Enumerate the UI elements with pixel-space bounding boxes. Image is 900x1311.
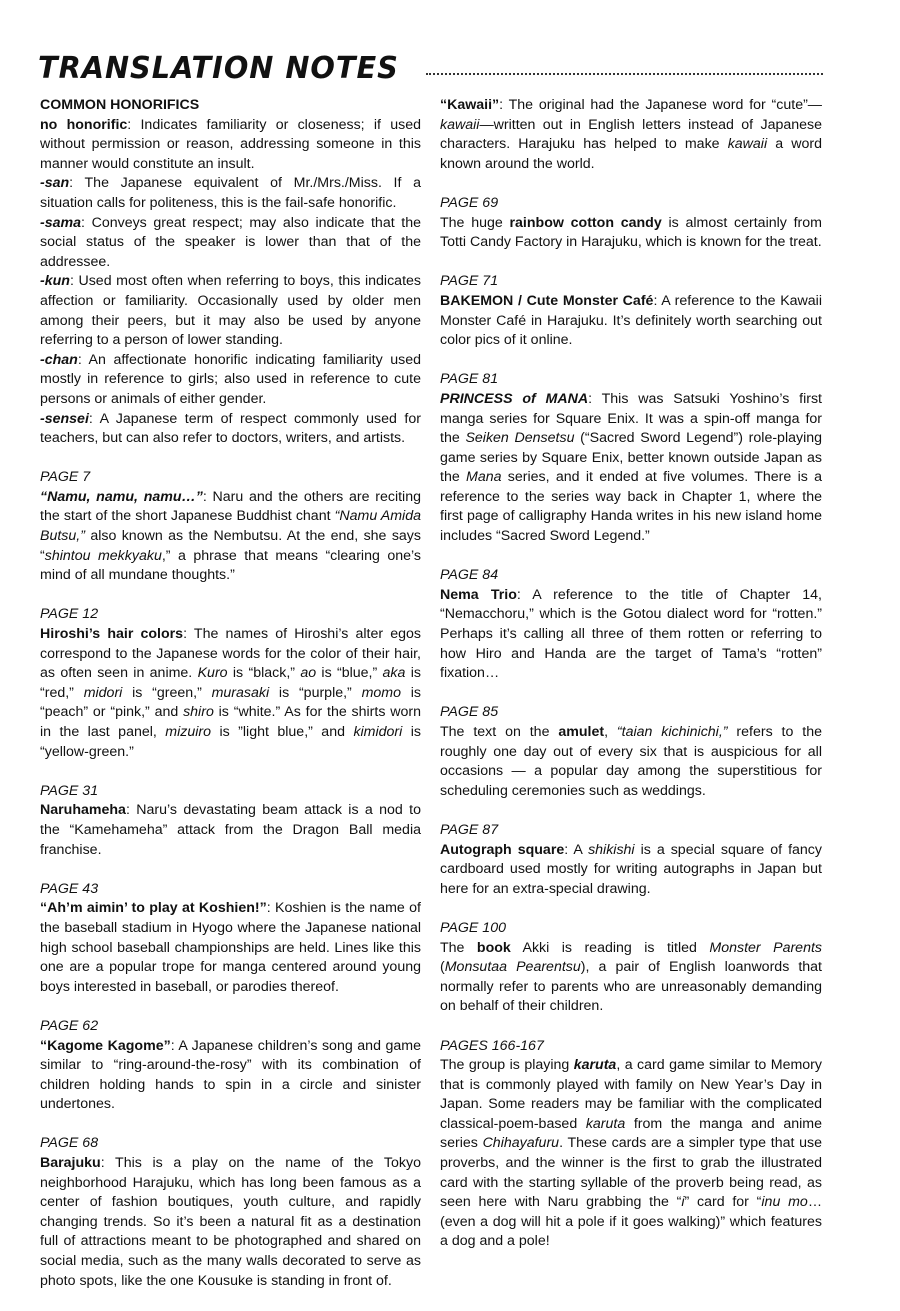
note-term: book [476,939,511,956]
note-body [440,723,822,801]
honorific-entry [40,410,421,449]
note-text: . These cards are a simpler type that use proverbs, and the winner is the first to grab the illustrated card with the starting syllable of the proverb being read, as seen here with Naru grabbing the “ [440,1135,822,1211]
note-body [440,390,822,547]
note-term: “Namu, namu, namu…” [40,488,203,505]
note-italic: inu mo [761,1194,808,1211]
page-reference: PAGE 62 [40,1017,99,1034]
note-page-87 [440,821,822,899]
note-text: is “green,” [122,684,212,701]
note-italic: kimidori [353,724,403,740]
note-italic: momo [361,684,401,701]
note-text: is “blue,” [316,665,383,682]
note-text: is “red,” [40,665,421,701]
note-page-69 [440,194,822,253]
note-pages-166-167 [440,1037,822,1253]
note-italic: “taian kichinichi,” [616,724,728,740]
honorific-entry [40,116,421,175]
honorifics-section [40,96,421,449]
note-text: also known as the Nembutsu. At the end, she says “ [40,528,421,564]
note-body [440,586,822,684]
note-body [440,96,822,174]
note-italic: Monsutaa Pearentsu [444,959,581,976]
note-italic: mizuiro [165,724,212,740]
page-title: TRANSLATION NOTES [38,50,399,86]
honorific-term: -sensei [40,410,89,427]
note-term: rainbow cotton candy [509,214,662,231]
note-italic: shiro [183,704,214,721]
note-text: : A reference to the Kawaii Monster Café in Harajuku. It’s definitely worth searching out color pics of it online. [440,292,822,349]
note-text: is “yellow-green.” [40,724,422,760]
note-page-85 [440,703,822,801]
note-text: is “black,” [227,665,301,682]
note-text: : Naru and the others are reciting the start of the short Japanese Buddhist chant [40,488,421,525]
note-text: is almost certainly from Totti Candy Factory in Harajuku, which is known for the treat. [440,214,822,251]
note-text: (“Sacred Sword Legend”) role-playing game series by Square Enix, better known outside Japan as the [440,430,823,486]
note-text: : A Japanese children’s song and game similar to “ring-around-the-rosy” with its combination of children holding hands to spin in a circle and sinister undertones. [40,1037,422,1113]
note-italic: murasaki [211,684,270,701]
note-text: : A [564,841,589,858]
note-page-7 [40,468,421,586]
note-text: : The names of Hiroshi’s alter egos correspond to the Japanese words for the color of their hair, as often seen in anime. [40,626,421,682]
honorific-term: -chan [40,351,78,368]
note-text: refers to the roughly one day out of every six that is auspicious for all occasions — a popular day among the superstitious for scheduling ceremonies such as weddings. [440,724,822,799]
note-text: … (even a dog will hit a pole if it goes walking)” which features a dog and a pole! [440,1194,822,1250]
note-text: , a card game similar to Memory that is commonly played with family on New Year’s Day in Japan. Some readers may be familiar with the complicated classical-poem-based [440,1057,822,1132]
note-italic: karuta [585,1115,626,1132]
note-body [40,1037,421,1115]
page-reference: PAGE 69 [440,194,499,211]
note-text: : This is a play on the name of the Tokyo neighborhood Harajuku, which has long been famous as a center of fashion boutiques, youth culture, and rapidly changing trends. So it’s been a natural fit as a destination full of attractions meant to be photographed and shared on social media, such as the many walls decorated to serve as photo spots, like the one Kousuke is standing in front of. [40,1155,421,1289]
note-italic: kawaii [440,116,480,133]
note-page-68 [40,1134,421,1291]
note-text: ( [440,959,445,976]
note-italic: i [681,1194,685,1211]
note-body [440,214,822,253]
note-text: : This was Satsuki Yoshino’s first manga series for Square Enix. It was a spin-off manga for the [440,390,822,447]
note-text: is ”light blue,” and [211,724,354,740]
note-page-71 [440,272,822,350]
note-text: series, and it ended at five volumes. There is a reference to the series way back in Chapter 1, where the first page of calligraphy Handa writes in his new island home includes “Sacred Sword Legend.” [440,469,822,545]
note-text: Akki is reading is titled [510,939,710,956]
note-text: The huge [440,214,510,231]
page-reference: PAGE 81 [440,371,499,388]
honorific-text: : Used most often when referring to boys, this indicates affection or familiarity. Occasionally used by older men among their peers, but it may also be used by anyone referring to a person of lower standing. [40,273,421,349]
note-text: ,” a phrase that means “clearing one’s mind of all mundane thoughts.” [40,547,422,584]
note-text: : Naru’s devastating beam attack is a nod to the “Kamehameha” attack from the Dragon Ball media franchise. [40,802,421,858]
note-italic: Monster Parents [709,939,822,956]
honorific-term: no honorific [40,116,128,133]
honorific-text: : A Japanese term of respect commonly used for teachers, but can also refer to doctors, writers, and artists. [40,410,421,447]
page-reference: PAGE 85 [440,704,499,721]
section-title: COMMON HONORIFICS [40,97,200,113]
note-term: BAKEMON / Cute Monster Café [440,292,654,309]
note-page-31 [40,782,421,860]
note-body [440,1056,822,1252]
note-body [40,801,421,860]
note-italic: Chihayafuru [482,1135,560,1152]
note-italic: shintou mekkyaku [44,547,162,564]
note-kawaii [440,96,822,174]
note-italic: shikishi [588,841,635,858]
honorific-text: : Conveys great respect; may also indicate that the social status of the speaker is lower than that of the addressee. [40,214,421,270]
note-term: Autograph square [440,841,565,858]
left-column [40,96,421,1311]
page-reference: PAGE 71 [440,273,499,290]
note-term: “Ah’m aimin’ to play at Koshien!” [40,900,267,917]
page-reference: PAGES 166-167 [440,1037,544,1054]
note-text: : The original had the Japanese word for “cute”— [499,97,822,113]
note-term: Naruhameha [40,802,126,819]
page-reference: PAGE 87 [440,821,499,838]
honorific-text: : An affectionate honorific indicating familiarity used mostly in reference to girls; also used in reference to cute persons or animals of either gender. [40,351,421,407]
note-body [40,1154,421,1291]
note-text: The group is playing [440,1057,574,1074]
note-body [40,899,421,997]
page-reference: PAGE 100 [440,919,506,936]
honorific-text: : The Japanese equivalent of Mr./Mrs./Miss. If a situation calls for politeness, this is the fail-safe honorific. [40,175,421,211]
note-italic: kawaii [727,136,768,153]
note-text: is “purple,” [269,684,362,701]
honorific-text: : Indicates familiarity or closeness; if used without permission or reason, addressing someone in this manner would constitute an insult. [40,116,421,172]
note-text: a word known around the world. [440,136,823,172]
note-body [440,841,822,900]
note-term: Hiroshi’s hair colors [40,626,184,643]
honorific-entry [40,214,421,273]
note-term: Nema Trio [440,586,517,603]
note-italic: Kuro [197,665,228,682]
note-term: “Kawaii” [440,97,500,113]
honorific-entry [40,174,421,213]
note-page-43 [40,880,421,998]
note-body [40,625,421,762]
note-page-84 [440,566,822,684]
note-term: amulet [558,724,605,740]
page-reference: PAGE 31 [40,782,99,799]
note-term: PRINCESS of MANA [440,390,589,407]
note-page-100 [440,919,822,1017]
note-text: —written out in English letters instead of Japanese characters. Harajuku has helped to make [440,116,822,153]
note-italic: ao [300,665,317,682]
note-text: is “peach” or “pink,” and [40,684,422,721]
note-text: is a special square of fancy cardboard used mostly for writing autographs in Japan but here for an extra-special drawing. [440,841,822,897]
page-reference: PAGE 84 [440,567,499,584]
note-italic: “Namu Amida Butsu,” [40,508,421,545]
dotted-rule [426,73,823,75]
honorific-term: -sama [40,214,82,231]
note-term: Barajuku [40,1155,101,1172]
note-body [440,292,822,351]
honorific-entry [40,351,421,410]
note-term: karuta [573,1057,617,1074]
honorific-term: -kun [40,273,70,290]
note-text: , [604,724,617,740]
note-text: : A reference to the title of Chapter 14, “Nemacchoru,” which is the Gotou dialect word for “rotten.” Perhaps it’s calling all three of them rotten or referring to how Hiro and Handa are the target of Tama’s “rotten” fixation… [440,586,822,682]
page-reference: PAGE 68 [40,1135,99,1152]
note-text: : Koshien is the name of the baseball stadium in Hyogo where the Japanese national high school baseball championships are held. Lines like this one are a popular trope for manga centered around young boys interested in baseball, or parodies thereof. [40,900,421,995]
note-body [40,488,421,586]
note-text: ” card for “ [684,1194,762,1211]
page-reference: PAGE 12 [40,606,99,623]
note-italic: midori [83,684,123,701]
note-page-62 [40,1017,421,1115]
honorific-term: -san [40,175,70,192]
page-header [38,48,823,88]
note-text: The [440,939,477,956]
page-reference: PAGE 43 [40,880,99,897]
note-italic: Seiken Densetsu [465,430,575,447]
note-page-12 [40,605,421,762]
note-page-81 [440,370,822,546]
page-reference: PAGE 7 [40,469,91,486]
note-text: from the manga and anime series [440,1115,823,1152]
note-italic: Mana [466,469,502,486]
note-text: The text on the [440,724,559,740]
note-text: ), a pair of English loanwords that normally refer to parents who are unreasonably demanding on behalf of their children. [440,959,822,1015]
note-text: is “white.” As for the shirts worn in the last panel, [40,704,421,740]
honorific-entry [40,272,421,350]
right-column [440,96,822,1272]
note-italic: aka [382,665,406,682]
note-term: “Kagome Kagome” [40,1037,171,1054]
note-body [440,939,822,1017]
